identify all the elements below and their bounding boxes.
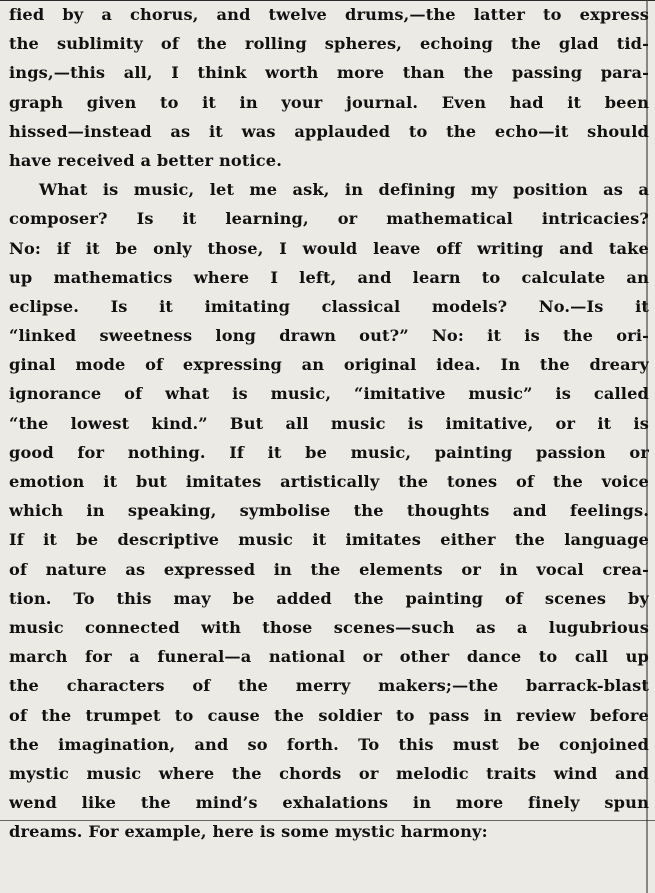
text-line: “the lowest kind.” But all music is imitative, or it is [9,413,649,433]
text-line: have received a better notice. [9,150,283,170]
text-line: of nature as expressed in the elements or in vocal crea- [9,559,649,579]
text-line: fied by a chorus, and twelve drums,—the latter to express [9,5,649,24]
article-column [9,0,649,846]
fold-crease [0,820,655,821]
text-line: of the trumpet to cause the soldier to pass in review before [9,705,649,725]
text-line: ignorance of what is music, “imitative music” is called [9,384,649,404]
text-line: hissed—instead as it was applauded to the echo—it should [9,121,649,141]
text-line: march for a funeral—a national or other dance to call up [9,647,649,667]
text-line: good for nothing. If it be music, painting passion or [9,442,649,462]
text-line: the imagination, and so forth. To this must be conjoined [9,734,649,754]
text-line: ginal mode of expressing an original idea. In the dreary [9,355,649,375]
text-line: mystic music where the chords or melodic traits wind and [9,763,649,783]
text-line: What is music, let me ask, in defining my position as a [39,180,649,200]
text-line: music connected with those scenes—such as a lugubrious [9,617,649,637]
text-line: emotion it but imitates artistically the tones of the voice [9,472,649,491]
text-line: No: if it be only those, I would leave off writing and take [9,238,649,258]
text-line: wend like the mind’s exhalations in more finely spun [9,793,649,813]
text-line: up mathematics where I left, and learn to calculate an [9,267,649,287]
text-line: the sublimity of the rolling spheres, echoing the glad tid- [9,34,649,54]
text-line: the characters of the merry makers;—the barrack-blast [9,676,649,696]
text-line: which in speaking, symbolise the thoughts and feelings. [9,501,649,521]
text-line: dreams. For example, here is some mystic harmony: [9,822,488,842]
text-line: eclipse. Is it imitating classical models? No.—Is it [9,296,649,316]
text-line: “linked sweetness long drawn out?” No: it is the ori- [9,326,649,346]
text-line: If it be descriptive music it imitates either the language [9,530,649,550]
text-line: composer? Is it learning, or mathematical intricacies? [9,209,649,229]
text-line: tion. To this may be added the painting of scenes by [9,588,649,608]
text-line: ings,—this all, I think worth more than the passing para- [9,63,649,83]
text-line: graph given to it in your journal. Even had it been [9,92,649,112]
